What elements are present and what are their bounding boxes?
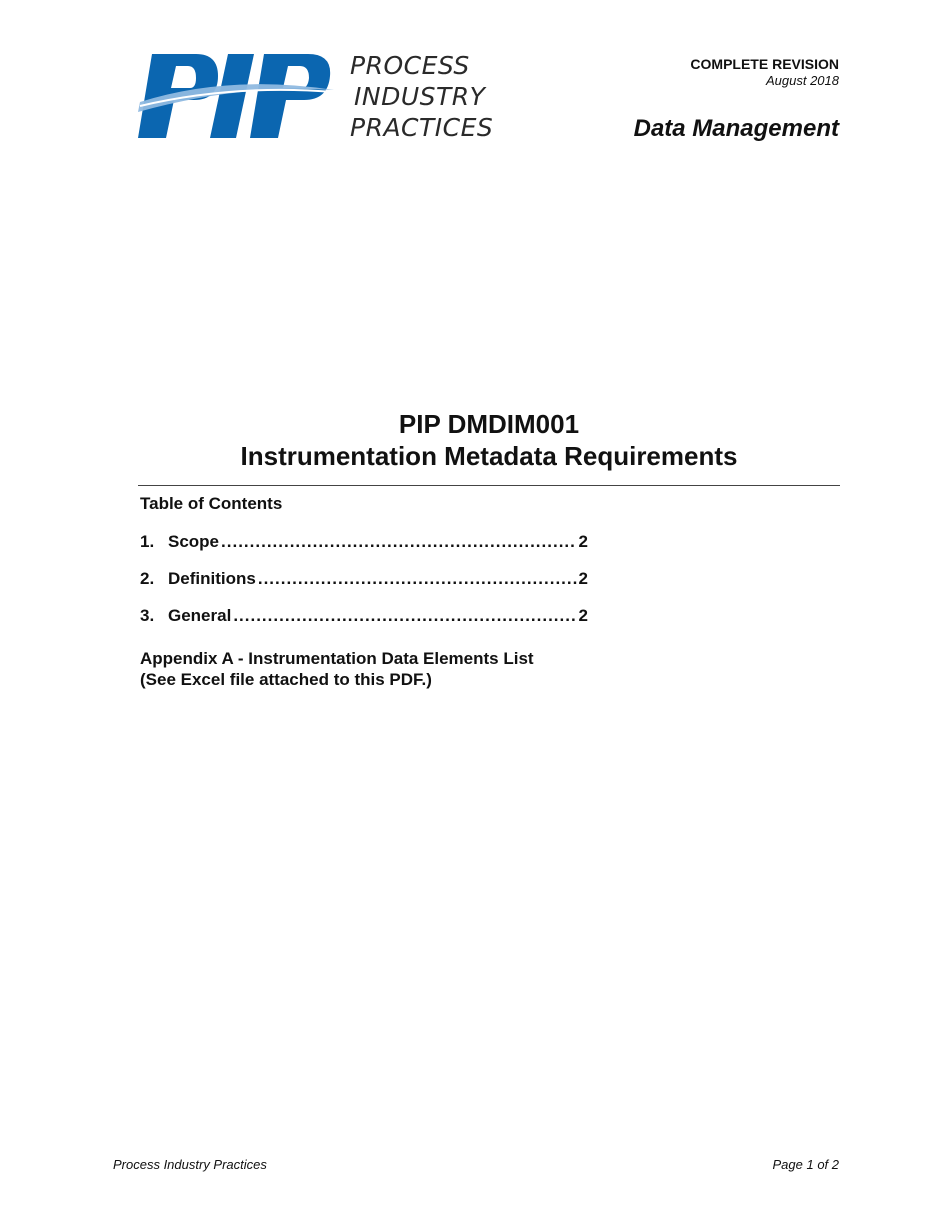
toc-leader-dots [233,605,576,626]
logo-word-practices: PRACTICES [350,113,494,142]
document-title: Instrumentation Metadata Requirements [240,441,738,471]
toc-appendix[interactable] [140,648,534,690]
pip-logo-mark [138,50,338,142]
toc-heading: Table of Contents [140,494,283,513]
appendix-title: Appendix A - Instrumentation Data Elements List [140,649,534,668]
footer-organization: Process Industry Practices [113,1157,267,1172]
document-category: Data Management [633,115,839,142]
document-code: PIP DMDIM001 [398,409,580,439]
toc-leader-dots [258,568,577,589]
logo-word-industry: INDUSTRY [354,82,486,111]
revision-label: COMPLETE REVISION [690,56,839,72]
revision-date: August 2018 [765,73,839,88]
toc-entry-number: 1. [140,532,155,551]
toc-entry-general[interactable] [140,605,588,626]
toc-entry-page: 2 [578,569,588,588]
toc-entry-number: 3. [140,606,155,625]
revision-block [690,56,839,89]
toc-leader-dots [221,531,577,552]
logo-wordmark [350,50,493,143]
toc-entry-number: 2. [140,569,155,588]
toc-entry-page: 2 [578,532,588,551]
pip-logo [138,50,508,142]
toc-entry-scope[interactable] [140,531,588,552]
footer-page-number: Page 1 of 2 [772,1157,839,1172]
toc-entry-label: Definitions [168,569,256,588]
toc-entry-page: 2 [578,606,588,625]
toc-entry-label: General [168,606,232,625]
logo-word-process: PROCESS [350,51,470,80]
toc-entry-definitions[interactable] [140,568,588,589]
toc-entry-label: Scope [168,532,220,551]
title-divider [138,485,840,486]
appendix-note: (See Excel file attached to this PDF.) [140,670,432,689]
